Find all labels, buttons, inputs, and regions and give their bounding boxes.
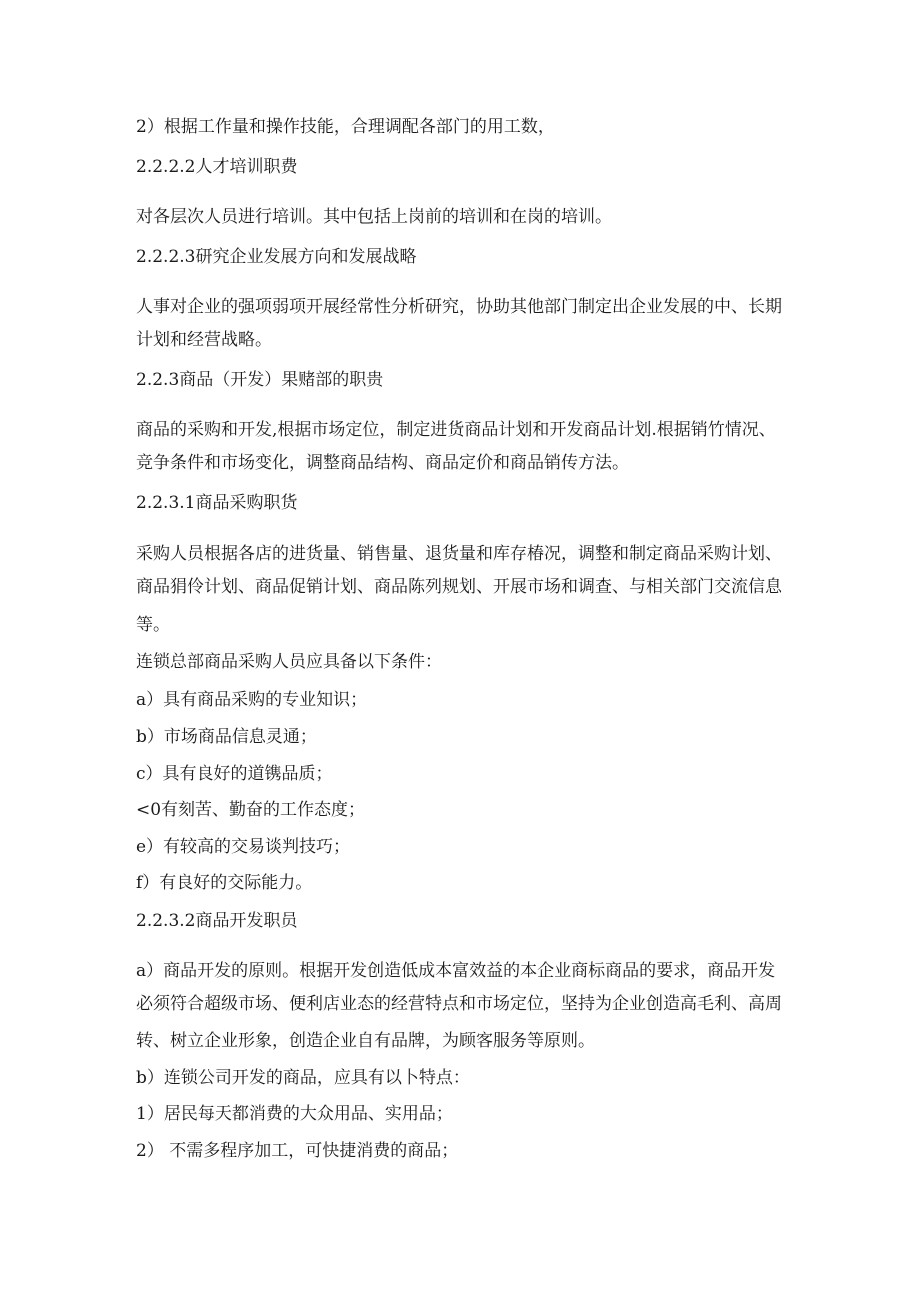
text-line: 必须符合超级市场、便利店业态的经营特点和市场定位，坚持为企业创造高毛利、高周 (136, 994, 782, 1014)
list-item: f）有良好的交际能力。 (136, 873, 313, 893)
text-line: 商品的采购和开发,根据市场定位，制定进货商品计划和开发商品计划.根据销竹情况、 (136, 420, 776, 440)
section-heading: 2.2.3商品（开发）果赌部的职贵 (136, 370, 384, 390)
text-line: 计划和经营战略。 (136, 330, 272, 350)
list-item: <0有刻苦、勤奋的工作态度； (136, 800, 366, 820)
text-line: 人事对企业的强项弱项开展经常性分析研究，协助其他部门制定出企业发展的中、长期 (136, 297, 782, 317)
text-line: 转、树立企业形象，创造企业自有品牌，为顾客服务等原则。 (136, 1031, 595, 1051)
section-heading: 2.2.3.2商品开发职员 (136, 911, 298, 931)
list-item: b）市场商品信息灵通； (136, 727, 317, 747)
text-line: 对各层次人员进行培训。其中包括上岗前的培训和在岗的培训。 (136, 207, 612, 227)
section-heading: 2.2.2.2人才培训职费 (136, 157, 298, 177)
list-item: c）具有良好的道镌品质； (136, 764, 333, 784)
text-line: 竞争条件和市场变化，调整商品结构、商品定价和商品销传方法。 (136, 453, 629, 473)
list-item: a）具有商品采购的专业知识； (136, 690, 368, 710)
text-line: 商品狷伶计划、商品促销计划、商品陈列规划、开展市场和调查、与相关部门交流信息 (136, 577, 782, 597)
list-item: 2） 不需多程序加工，可快捷消费的商品； (136, 1141, 459, 1161)
section-heading: 2.2.2.3研究企业发展方向和发展战略 (136, 247, 417, 267)
list-item: 1）居民每天都消费的大众用品、实用品； (136, 1104, 453, 1124)
text-line: a）商品开发的原则。根据开发创造低成本富效益的本企业商标商品的要求，商品开发 (136, 961, 776, 981)
list-item: b）连锁公司开发的商品，应具有以卜特点： (136, 1068, 470, 1088)
list-item: e）有较高的交易谈判技巧； (136, 837, 351, 857)
text-line: 采购人员根据各店的进货量、销售量、退货量和库存椿况，调整和制定商品采购计划、 (136, 544, 782, 564)
text-line: 2）根据工作量和操作技能，合理调配各部门的用工数， (136, 117, 555, 137)
text-line: 连锁总部商品采购人员应具备以下条件： (136, 652, 442, 672)
section-heading: 2.2.3.1商品采购职货 (136, 493, 298, 513)
text-line: 等。 (136, 615, 170, 635)
